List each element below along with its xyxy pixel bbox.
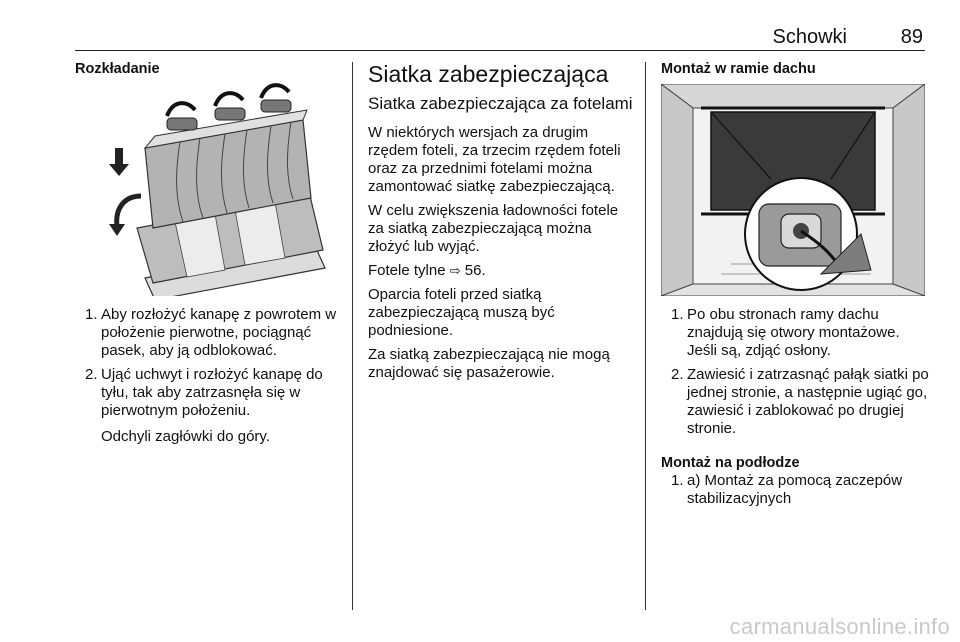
page-header [75,0,925,50]
list-item-text: Ująć uchwyt i rozłożyć kanapę do tyłu, tak aby zatrzasnęła się w pierwotnym położeniu. [101,366,323,419]
paragraph: Za siatką zabezpieczającą nie mogą znajdować się pasażerowie. [368,346,610,381]
arrow-right-icon: ⇨ [449,263,461,278]
list-item-number: 2. [85,366,98,383]
list-item [75,306,345,360]
reference-text: Fotele tylne [368,262,446,279]
list-item [661,366,929,438]
column-divider-right [645,62,646,610]
column-safety-net [368,60,636,382]
column-folding [75,60,345,446]
paragraph: W niektórych wersjach za drugim rzędem foteli, za trzecim rzędem foteli oraz za przednimi fotelami można zamontować siatkę zabezpieczającą. [368,124,621,195]
section-subhead-floor: Montaż na podłodze [661,455,800,471]
watermark: carmanualsonline.info [729,614,950,639]
list-item-number: 1. [85,306,98,323]
reference-page-link[interactable]: 56. [464,262,486,279]
list-item-note [75,428,345,446]
section-subhead-roof-frame: Montaż w ramie dachu [661,61,816,77]
seat-folding-illustration [75,78,345,296]
column-mounting [661,60,929,508]
note-text: Odchyli zagłówki do góry. [101,428,270,445]
page-title: Schowki [772,26,847,48]
list-item [75,366,345,420]
page-number: 89 [900,26,923,48]
header-rule [75,50,925,51]
list-item-text: Zawiesić i zatrzasnąć pałąk siatki po jednej stronie, a następnie ugiąć go, zawiesić i zablokować po drugiej stronie. [687,366,929,437]
section-subhead-folding: Rozkładanie [75,61,160,77]
section-subheading: Siatka zabezpieczająca za fotelami [368,94,633,113]
list-item-number: 2. [671,366,684,383]
list-item-text: Aby rozłożyć kanapę z powrotem w położenie pierwotne, pociągnąć pasek, aby ją odblokować. [101,306,337,359]
section-heading: Siatka zabezpieczająca [368,61,609,87]
list-item-number: 1. [671,306,684,323]
paragraph: Oparcia foteli przed siatką zabezpieczającą muszą być podniesione. [368,286,555,339]
list-item-number: 1. [671,472,684,489]
cross-reference [368,262,636,280]
column-divider-left [352,62,353,610]
list-item [661,306,929,360]
paragraph: W celu zwiększenia ładowności fotele za siatką zabezpieczającą można złożyć lub wyjąć. [368,202,619,255]
net-mounting-illustration [661,84,925,296]
list-item-text: Po obu stronach ramy dachu znajdują się otwory montażowe. Jeśli są, zdjąć osłony. [687,306,900,359]
list-item-text: a) Montaż za pomocą zaczepów stabilizacyjnych [687,472,903,507]
list-item [661,472,929,508]
